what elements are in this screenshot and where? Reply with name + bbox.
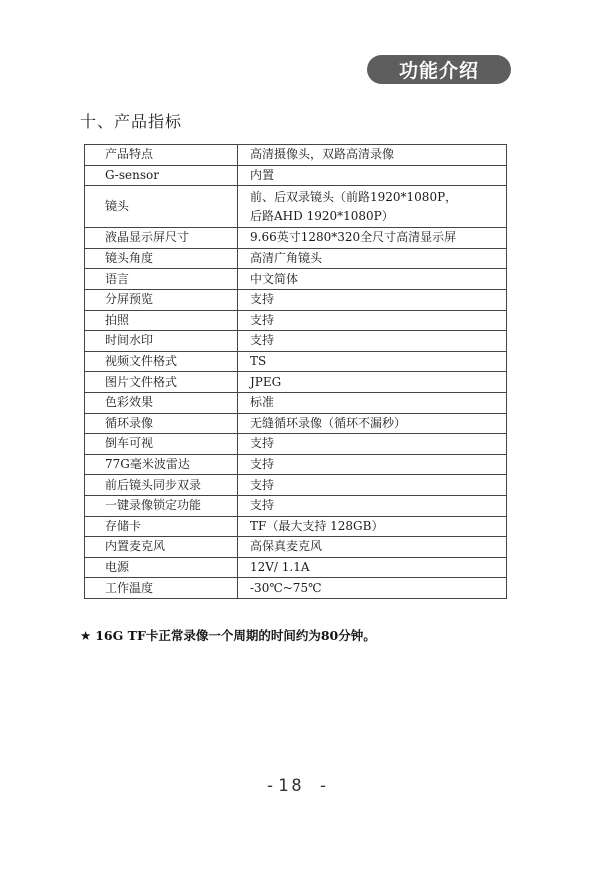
- spec-label: 倒车可视: [85, 434, 238, 455]
- spec-value: [238, 186, 507, 228]
- footnote-text: 16G TF卡正常录像一个周期的时间约为80分钟。: [95, 628, 376, 643]
- section-heading: 十、产品指标: [80, 112, 183, 131]
- spec-label: 产品特点: [85, 145, 238, 166]
- spec-value: 中文简体: [238, 269, 507, 290]
- table-row: [85, 310, 507, 331]
- table-row: [85, 145, 507, 166]
- table-row: [85, 331, 507, 352]
- spec-label: 一键录像锁定功能: [85, 495, 238, 516]
- spec-label: 色彩效果: [85, 392, 238, 413]
- spec-value: 内置: [238, 165, 507, 186]
- section-badge-label: 功能介绍: [398, 60, 479, 82]
- table-row: [85, 454, 507, 475]
- star-icon: ★: [80, 628, 92, 643]
- spec-label: 时间水印: [85, 331, 238, 352]
- table-row: [85, 228, 507, 249]
- spec-label: 图片文件格式: [85, 372, 238, 393]
- footnote: [80, 626, 376, 644]
- spec-label: 液晶显示屏尺寸: [85, 228, 238, 249]
- spec-value: 支持: [238, 331, 507, 352]
- spec-value: -30℃~75℃: [238, 578, 507, 599]
- spec-value: JPEG: [238, 372, 507, 393]
- spec-label: 内置麦克风: [85, 537, 238, 558]
- table-row: [85, 372, 507, 393]
- spec-label: 视频文件格式: [85, 351, 238, 372]
- spec-value: 高保真麦克风: [238, 537, 507, 558]
- table-row: [85, 392, 507, 413]
- table-row: [85, 186, 507, 228]
- spec-label: 电源: [85, 557, 238, 578]
- spec-label: 镜头角度: [85, 248, 238, 269]
- page-number: -18 -: [264, 776, 332, 796]
- spec-value-line: 前、后双录镜头（前路1920*1080P，: [250, 189, 458, 204]
- spec-value: 支持: [238, 434, 507, 455]
- spec-value-line: 后路AHD 1920*1080P）: [250, 208, 394, 223]
- spec-label: 存储卡: [85, 516, 238, 537]
- spec-value: 支持: [238, 475, 507, 496]
- spec-value: 支持: [238, 495, 507, 516]
- spec-label: 镜头: [85, 186, 238, 228]
- table-row: [85, 475, 507, 496]
- spec-value: 高清摄像头，双路高清录像: [238, 145, 507, 166]
- spec-label: 前后镜头同步双录: [85, 475, 238, 496]
- spec-label: 循环录像: [85, 413, 238, 434]
- spec-value: 支持: [238, 454, 507, 475]
- section-badge: [367, 55, 511, 84]
- spec-value: 支持: [238, 289, 507, 310]
- spec-label: 77G毫米波雷达: [85, 454, 238, 475]
- table-row: [85, 516, 507, 537]
- table-row: [85, 269, 507, 290]
- table-row: [85, 289, 507, 310]
- spec-table: [84, 144, 507, 599]
- spec-label: 分屏预览: [85, 289, 238, 310]
- spec-value: 支持: [238, 310, 507, 331]
- table-row: [85, 495, 507, 516]
- spec-value: 9.66英寸1280*320全尺寸高清显示屏: [238, 228, 507, 249]
- table-row: [85, 351, 507, 372]
- spec-label: G-sensor: [85, 165, 238, 186]
- spec-label: 拍照: [85, 310, 238, 331]
- spec-value: 高清广角镜头: [238, 248, 507, 269]
- spec-table-body: [85, 145, 507, 599]
- spec-value: TF（最大支持 128GB）: [238, 516, 507, 537]
- table-row: [85, 557, 507, 578]
- spec-label: 工作温度: [85, 578, 238, 599]
- spec-value: 标准: [238, 392, 507, 413]
- spec-label: 语言: [85, 269, 238, 290]
- spec-value: 无缝循环录像（循环不漏秒）: [238, 413, 507, 434]
- table-row: [85, 248, 507, 269]
- table-row: [85, 413, 507, 434]
- spec-value: TS: [238, 351, 507, 372]
- table-row: [85, 165, 507, 186]
- table-row: [85, 434, 507, 455]
- table-row: [85, 537, 507, 558]
- spec-value: 12V/ 1.1A: [238, 557, 507, 578]
- table-row: [85, 578, 507, 599]
